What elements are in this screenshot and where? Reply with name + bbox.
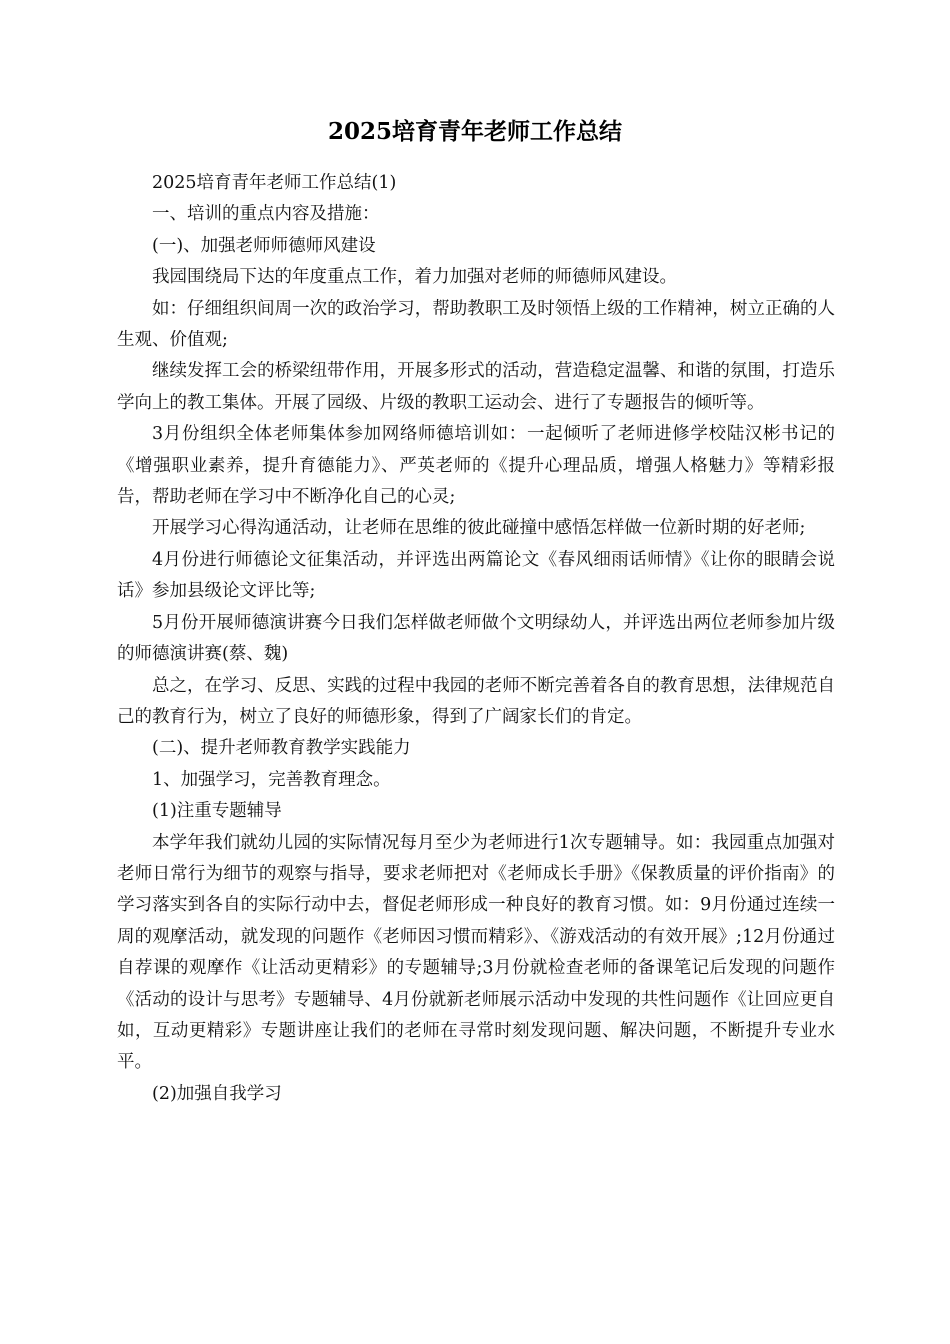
document-body (117, 168, 835, 1110)
paragraph: 本学年我们就幼儿园的实际情况每月至少为老师进行1次专题辅导。如：我园重点加强对老师日常行为细节的观察与指导，要求老师把对《老师成长手册》《保教质量的评价指南》的学习落实到各自的实际行动中去，督促老师形成一种良好的教育习惯。如：9月份通过连续一周的观摩活动，就发现的问题作《老师因习惯而精彩》、《游戏活动的有效开展》;12月份通过自荐课的观摩作《让活动更精彩》的专题辅导;3月份就检查老师的备课笔记后发现的问题作《活动的设计与思考》专题辅导、4月份就新老师展示活动中发现的共性问题作《让回应更自如，互动更精彩》专题讲座让我们的老师在寻常时刻发现问题、解决问题，不断提升专业水平。 (117, 832, 835, 1073)
paragraph: 继续发挥工会的桥梁纽带作用，开展多形式的活动，营造稳定温馨、和谐的氛围，打造乐学向上的教工集体。开展了园级、片级的教职工运动会、进行了专题报告的倾听等。 (117, 361, 835, 413)
paragraph: 一、培训的重点内容及措施： (152, 204, 380, 225)
paragraph: 5月份开展师德演讲赛今日我们怎样做老师做个文明绿幼人，并评选出两位老师参加片级的师德演讲赛(蔡、魏) (117, 612, 835, 665)
paragraph: (二)、提升老师教育教学实践能力 (152, 738, 411, 759)
paragraph: 我园围绕局下达的年度重点工作，着力加强对老师的师德师风建设。 (152, 267, 677, 288)
document-title: 2025培育青年老师工作总结 (327, 118, 622, 145)
paragraph: 1、加强学习，完善教育理念。 (152, 769, 391, 790)
paragraph: (1)注重专题辅导 (152, 801, 282, 822)
paragraph: (一)、加强老师师德师风建设 (152, 235, 376, 256)
paragraph: 4月份进行师德论文征集活动，并评选出两篇论文《春风细雨话师情》《让你的眼睛会说话》参加县级论文评比等; (117, 549, 835, 602)
paragraph: (2)加强自我学习 (152, 1083, 282, 1104)
paragraph: 2025培育青年老师工作总结(1) (152, 173, 397, 193)
paragraph: 如：仔细组织间周一次的政治学习，帮助教职工及时领悟上级的工作精神，树立正确的人生观、价值观; (117, 298, 835, 351)
paragraph: 开展学习心得沟通活动，让老师在思维的彼此碰撞中感悟怎样做一位新时期的好老师; (152, 518, 806, 539)
paragraph: 3月份组织全体老师集体参加网络师德培训如：一起倾听了老师进修学校陆汉彬书记的《增强职业素养，提升育德能力》、严英老师的《提升心理品质，增强人格魅力》等精彩报告，帮助老师在学习中不断净化自己的心灵; (117, 424, 835, 508)
paragraph: 总之，在学习、反思、实践的过程中我园的老师不断完善着各自的教育思想，法律规范自己的教育行为，树立了良好的师德形象，得到了广阔家长们的肯定。 (117, 675, 835, 727)
